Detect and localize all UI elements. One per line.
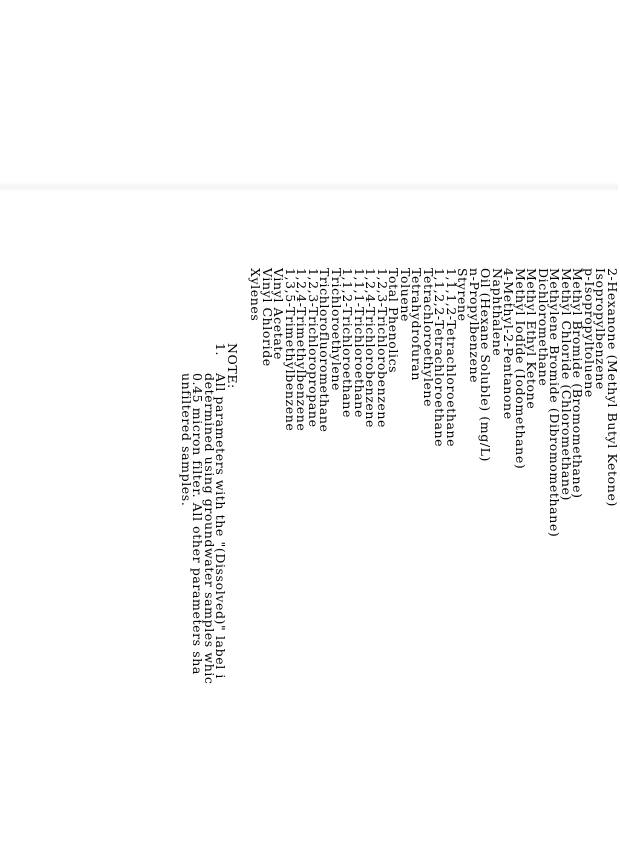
- list-item: 1,1,2,2-Tetrachloroethane: [432, 268, 448, 448]
- list-item: 2-Hexanone (Methyl Butyl Ketone): [605, 268, 620, 507]
- list-item: Methyl Iodide (Iodomethane): [513, 268, 528, 470]
- list-item: Total Phenolics: [386, 268, 402, 374]
- list-item: 1,3,5-Trimethylbenzene: [283, 268, 298, 432]
- list-item: Oil (Hexane Soluble) (mg/L): [478, 268, 494, 463]
- list-item: Vinyl Acetate: [271, 268, 287, 361]
- list-item: 1,1,1-Trichloroethane: [352, 268, 367, 418]
- list-item: 4-Methyl-2-Pentanone: [501, 268, 517, 420]
- list-item: 1,2,3-Trichloropropane: [306, 268, 321, 428]
- note-label: NOTE:: [225, 343, 240, 389]
- list-item: n-Propylbenzene: [467, 268, 482, 384]
- list-item: Methylene Bromide (Dibromomethane): [547, 268, 563, 538]
- list-item: Tetrachloroethylene: [421, 268, 436, 408]
- note-text: determined using groundwater samples whic: [202, 373, 217, 685]
- list-item: 1,1,1,2-Tetrachloroethane: [444, 268, 459, 448]
- list-item: Xylenes: [248, 268, 264, 322]
- list-item: Isopropylbenzene: [593, 268, 609, 390]
- list-item: Dichloromethane: [536, 268, 551, 387]
- scan-band: [0, 182, 618, 192]
- list-item: 1,1,2-Trichloroethane: [340, 268, 356, 418]
- list-item: Toluene: [398, 268, 413, 322]
- list-item: Naphthalene: [490, 268, 505, 357]
- note-block: [181, 268, 239, 868]
- list-item: Styrene: [455, 268, 471, 322]
- parameter-list: [250, 268, 618, 868]
- list-item: Methyl Ethyl Ketone: [524, 268, 540, 410]
- note-text: 0.45 micron filter. All other parameters sha: [190, 373, 206, 675]
- list-item: Methyl Bromide (Bromomethane): [570, 268, 586, 499]
- note-number: 1.: [213, 343, 229, 357]
- note-text: All parameters with the "(Dissolved)" label i: [213, 373, 229, 679]
- list-item: Methyl Chloride (Chloromethane): [559, 268, 574, 502]
- list-item: p-Isopropyltoluene: [582, 268, 597, 398]
- note-text: unfiltered samples.: [179, 373, 194, 507]
- list-item: Trichloroethylene: [329, 268, 344, 391]
- rotated-content: [181, 268, 619, 868]
- list-item: Vinyl Chloride: [260, 268, 275, 367]
- list-item: 1,2,3-Trichlorobenzene: [375, 268, 390, 429]
- list-item: Tetrahydrofuran: [409, 268, 425, 381]
- list-item: 1,2,4-Trichlorobenzene: [363, 268, 379, 429]
- list-item: 1,2,4-Trimethylbenzene: [294, 268, 310, 432]
- list-item: Trichlorofluoromethane: [317, 268, 333, 433]
